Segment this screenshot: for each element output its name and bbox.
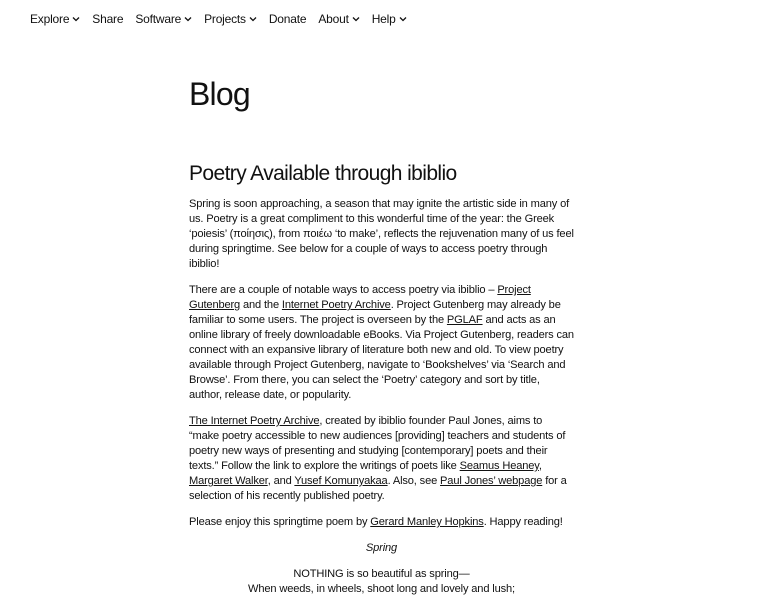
paragraph-archive xyxy=(189,414,574,504)
paragraph-intro: Spring is soon approaching, a season that may ignite the artistic side in many of us. Poetry is a great compliment to this wonderful time of the year: the Greek ‘poiesis’ (ποίησις), from ποιέω ‘to make’, reflects the rejuvenation many of us feel during springtime. See below for a couple of ways to access poetry through ibiblio! xyxy=(189,198,574,270)
text: . Project Gutenberg may already be familiar to some users. The project is overseen by the xyxy=(189,299,561,326)
text: . Happy reading! xyxy=(483,516,563,528)
page-title: Blog xyxy=(189,76,250,112)
nav-share[interactable] xyxy=(92,12,123,26)
poem-title: Spring xyxy=(365,542,398,554)
nav-help[interactable] xyxy=(372,12,407,26)
poem-line: NOTHING is so beautiful as spring— xyxy=(293,568,470,580)
link-gerard-manley-hopkins[interactable]: Gerard Manley Hopkins xyxy=(370,516,484,528)
poem xyxy=(189,541,574,597)
link-pglaf[interactable]: PGLAF xyxy=(446,314,483,326)
top-nav xyxy=(0,0,760,38)
nav-explore[interactable] xyxy=(30,12,80,26)
link-paul-jones-webpage[interactable]: Paul Jones’ webpage xyxy=(440,475,543,487)
post-body xyxy=(189,197,574,597)
nav-donate[interactable] xyxy=(269,12,307,26)
nav-help-label: Help xyxy=(371,12,396,26)
nav-donate-label: Donate xyxy=(268,12,307,26)
link-project-gutenberg[interactable]: Project Gutenberg xyxy=(189,284,531,311)
paragraph-enjoy xyxy=(189,515,574,530)
nav-explore-label: Explore xyxy=(30,12,70,26)
text: , xyxy=(538,460,542,472)
chevron-down-icon xyxy=(399,15,407,23)
link-the-internet-poetry-archive[interactable]: The Internet Poetry Archive xyxy=(189,415,320,427)
chevron-down-icon xyxy=(184,15,192,23)
nav-projects[interactable] xyxy=(204,12,257,26)
text: , created by ibiblio founder Paul Jones, aims to “make poetry accessible to new audiences [providing] teachers and students of poetry new ways of presenting and studying [contemporary] poets and their texts.” Follow the link to explore the writings of poets like xyxy=(189,415,566,472)
link-internet-poetry-archive[interactable]: Internet Poetry Archive xyxy=(281,299,391,311)
text: and acts as an online library of freely downloadable eBooks. Via Project Gutenberg, readers can connect with an expansive library of literature both new and old. To view poetry available through Project Gutenberg, navigate to ‘Bookshelves’ via ‘Search and Browse’. From there, you can select the ‘Poetry’ category and sort by title, author, release date, or popularity. xyxy=(189,314,574,401)
chevron-down-icon xyxy=(352,15,360,23)
text: Please enjoy this springtime poem by xyxy=(189,516,371,528)
chevron-down-icon xyxy=(72,15,80,23)
text: There are a couple of notable ways to access poetry via ibiblio – xyxy=(189,284,498,296)
link-margaret-walker[interactable]: Margaret Walker xyxy=(189,475,268,487)
nav-software[interactable] xyxy=(135,12,192,26)
nav-about[interactable] xyxy=(318,12,359,26)
text: , and xyxy=(267,475,295,487)
text: . Also, see xyxy=(387,475,441,487)
poem-line: When weeds, in wheels, shoot long and lovely and lush; xyxy=(248,583,515,595)
text: and the xyxy=(240,299,282,311)
nav-about-label: About xyxy=(318,12,349,26)
post-title: Poetry Available through ibiblio xyxy=(189,162,457,185)
text: for a selection of his recently published poetry. xyxy=(189,475,567,502)
link-seamus-heaney[interactable]: Seamus Heaney xyxy=(459,460,539,472)
nav-share-label: Share xyxy=(92,12,124,26)
link-yusef-komunyakaa[interactable]: Yusef Komunyakaa xyxy=(294,475,388,487)
chevron-down-icon xyxy=(249,15,257,23)
nav-software-label: Software xyxy=(135,12,182,26)
paragraph-access xyxy=(189,283,574,403)
nav-projects-label: Projects xyxy=(204,12,246,26)
